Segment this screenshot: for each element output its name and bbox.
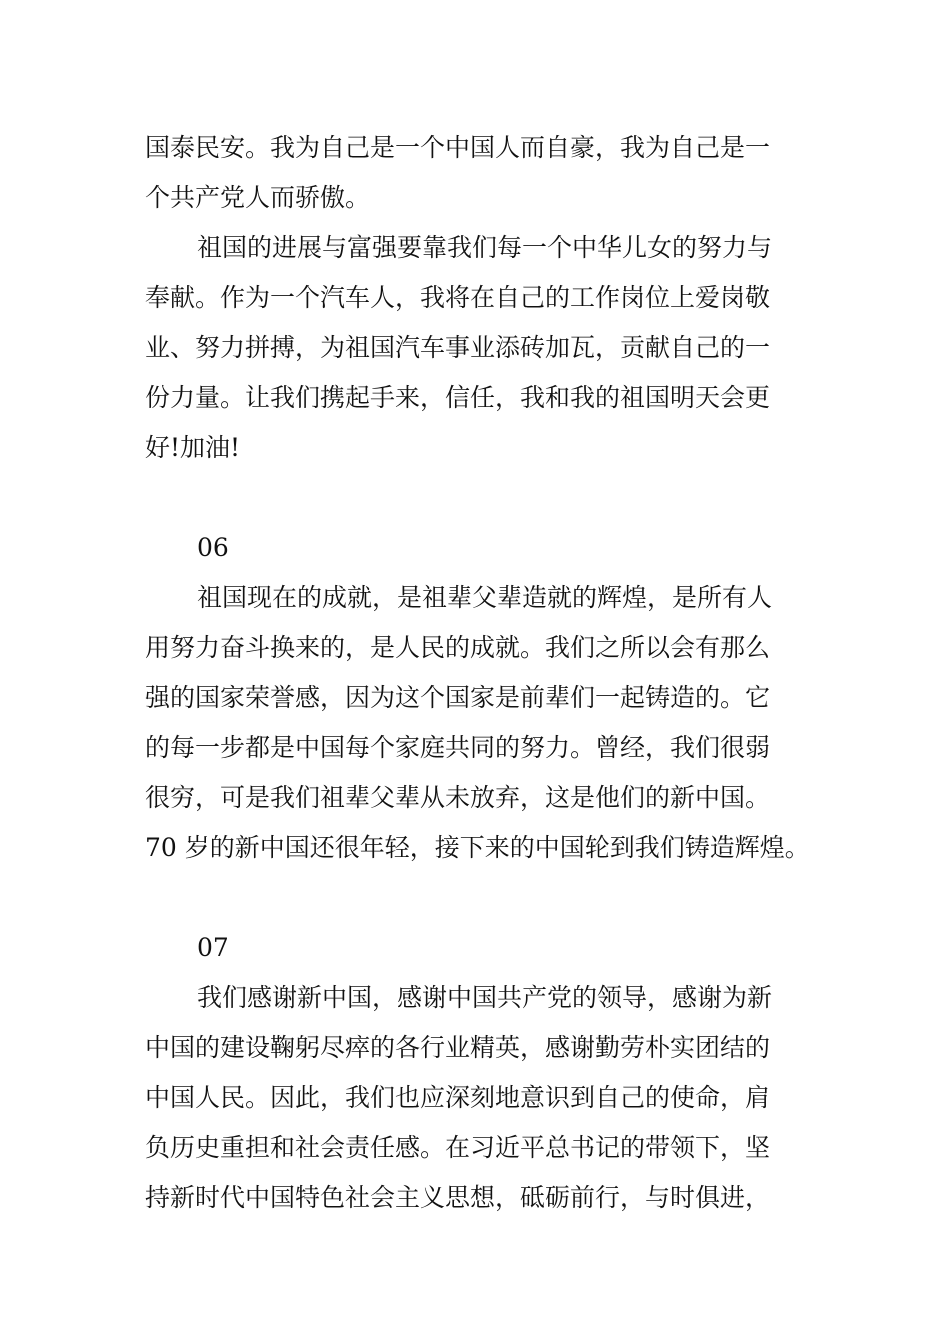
spacer [145, 478, 815, 528]
paragraph-line: 中国的建设鞠躬尽瘁的各行业精英，感谢勤劳朴实团结的 [145, 1033, 771, 1062]
paragraph-line: 个共产党人而骄傲。 [145, 183, 371, 212]
paragraph-line: 奉献。作为一个汽车人，我将在自己的工作岗位上爱岗敬 [145, 283, 771, 312]
spacer [145, 878, 815, 928]
paragraph-line: 用努力奋斗换来的，是人民的成就。我们之所以会有那么 [145, 633, 771, 662]
paragraph-line: 祖国的进展与富强要靠我们每一个中华儿女的努力与 [197, 233, 773, 262]
paragraph-line: 我们感谢新中国，感谢中国共产党的领导，感谢为新 [197, 983, 773, 1012]
document-page [145, 128, 815, 1228]
section-number: 07 [197, 933, 229, 962]
paragraph-line: 祖国现在的成就，是祖辈父辈造就的辉煌，是所有人 [197, 583, 773, 612]
paragraph-line: 国泰民安。我为自己是一个中国人而自豪，我为自己是一 [145, 133, 771, 162]
section-number: 06 [197, 533, 229, 562]
paragraph-line: 的每一步都是中国每个家庭共同的努力。曾经，我们很弱 [145, 733, 771, 762]
paragraph-line: 负历史重担和社会责任感。在习近平总书记的带领下，坚 [145, 1133, 771, 1162]
paragraph-line: 份力量。让我们携起手来，信任，我和我的祖国明天会更 [145, 383, 771, 412]
paragraph-line: 中国人民。因此，我们也应深刻地意识到自己的使命，肩 [145, 1083, 771, 1112]
paragraph-line: 70 岁的新中国还很年轻，接下来的中国轮到我们铸造辉煌。 [145, 833, 810, 862]
paragraph-line: 很穷，可是我们祖辈父辈从未放弃，这是他们的新中国。 [145, 783, 771, 812]
paragraph-line: 强的国家荣誉感，因为这个国家是前辈们一起铸造的。它 [145, 683, 771, 712]
paragraph-line: 好!加油! [145, 433, 241, 462]
paragraph-line: 业、努力拼搏，为祖国汽车事业添砖加瓦，贡献自己的一 [145, 333, 771, 362]
paragraph-line: 持新时代中国特色社会主义思想，砥砺前行，与时俱进， [145, 1183, 771, 1212]
